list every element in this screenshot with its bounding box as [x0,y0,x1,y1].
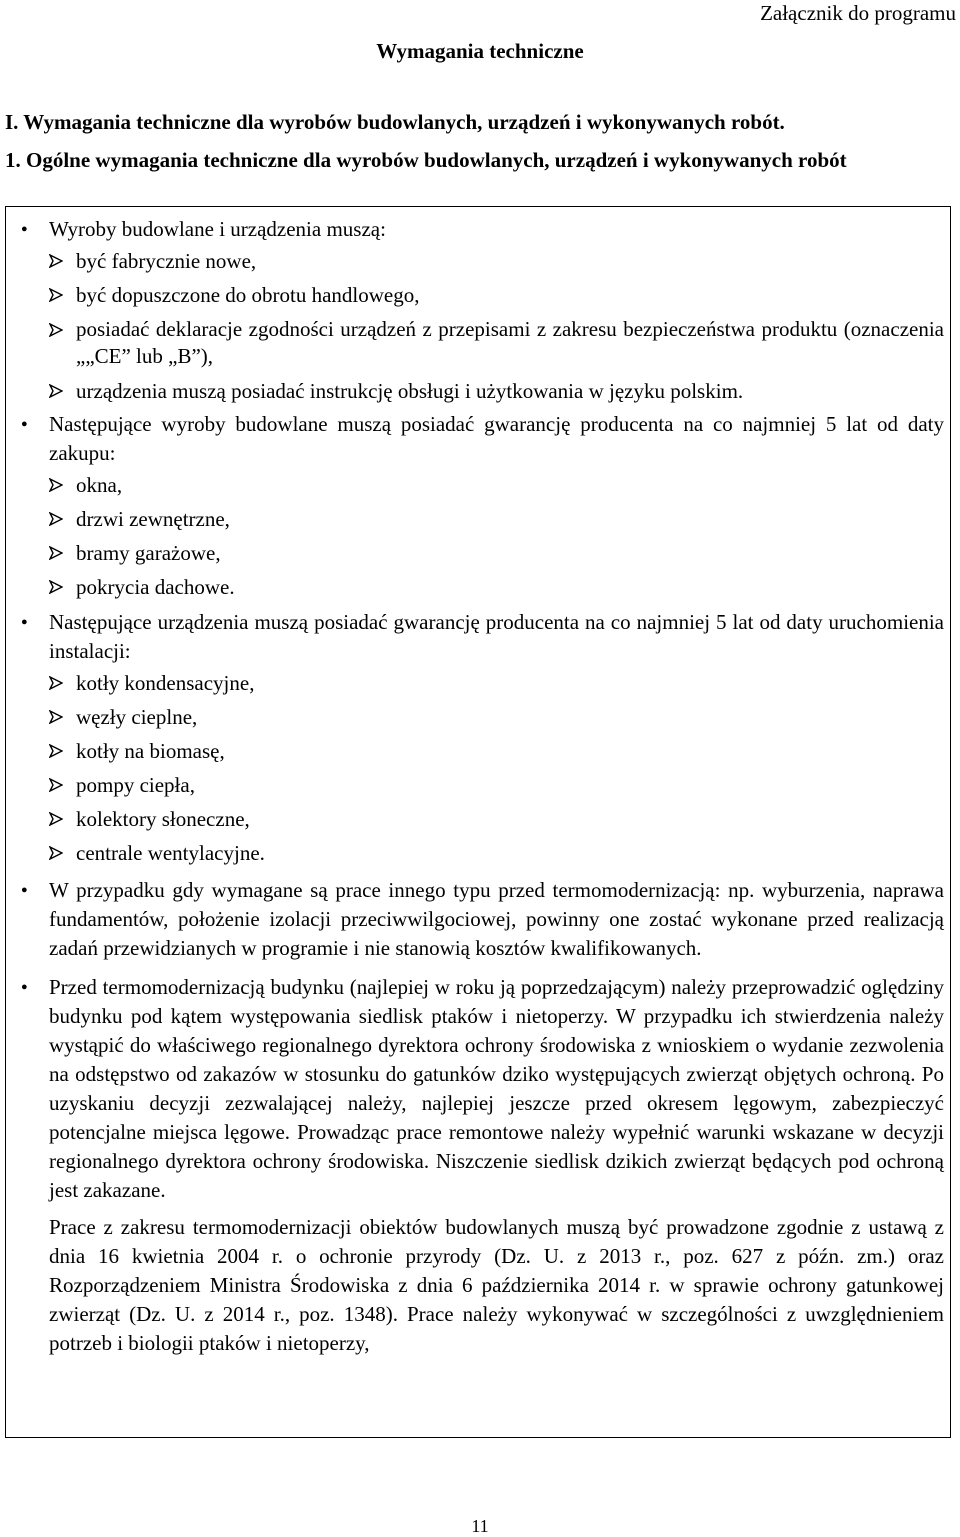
arrow-item [49,278,944,312]
arrowhead-icon [49,676,63,690]
arrow-item-text: pokrycia dachowe. [76,575,235,599]
bullet-item-building-products [6,410,950,604]
section-heading-1: I. Wymagania techniczne dla wyrobów budowlanych, urządzeń i wykonywanych robót. [5,110,785,134]
bullet-text: ● Następujące wyroby budowlane muszą posiadać gwarancję producenta na co najmniej 5 lat od daty zakupu: [49,412,944,465]
bullet-item-devices [6,608,950,870]
bullet-text: ● Następujące urządzenia muszą posiadać gwarancję producenta na co najmniej 5 lat od daty uruchomienia instalacji: [49,610,944,663]
arrowhead-icon [49,744,63,758]
bullet-text: ● W przypadku gdy wymagane są prace innego typu przed termomodernizacją: np. wyburzenia, naprawa fundamentów, położenie izolacji przeciwwilgociowej, powinny one zostać wykonane przed realizacją zadań przewidzianych w programie i nie stanowią kosztów kwalifikowanych. [49,878,944,960]
annex-label: Załącznik do programu [760,1,956,25]
arrow-item-text: być dopuszczone do obrotu handlowego, [76,283,420,307]
bullet-list [6,215,950,1358]
arrowhead-icon [49,323,63,337]
arrowhead-icon [49,254,63,268]
document-title: Wymagania techniczne [376,39,584,63]
arrowhead-icon [49,512,63,526]
arrow-item-text: kotły na biomasę, [76,739,225,763]
arrowhead-icon [49,812,63,826]
arrow-item [49,836,944,870]
arrowhead-icon [49,546,63,560]
arrowhead-icon [49,288,63,302]
arrow-list [49,244,944,408]
arrow-item-text: być fabrycznie nowe, [76,249,257,273]
arrow-item-text: okna, [76,473,123,497]
arrow-item [49,666,944,700]
arrow-item [49,244,944,278]
arrow-item-text: węzły cieplne, [76,705,198,729]
bullet-item-products [6,215,950,408]
arrowhead-icon [49,846,63,860]
arrow-item [49,768,944,802]
arrow-item [49,374,944,408]
requirements-box [5,206,951,1438]
bullet-text: ● Wyroby budowlane i urządzenia muszą: [49,217,386,241]
arrow-item-text: posiadać deklaracje zgodności urządzeń z przepisami z zakresu bezpieczeństwa produktu (oznaczenia „„CE” lub „B”), [76,317,944,368]
wildlife-law-paragraph: Prace z zakresu termomodernizacji obiektów budowlanych muszą być prowadzone zgodnie z ustawą z dnia 16 kwietnia 2004 r. o ochronie przyrody (Dz. U. z 2013 r., poz. 627 z późn. zm.) oraz Rozporządzeniem Ministra Środowiska z dnia 6 października 2014 r. w sprawie ochrony gatunkowej zwierząt (Dz. U. z 2014 r., poz. 1348). Prace należy wykonywać w szczególności z uwzględnieniem potrzeb i biologii ptaków i nietoperzy, [49,1215,944,1355]
arrow-item-text: centrale wentylacyjne. [76,841,265,865]
arrow-item-text: kotły kondensacyjne, [76,671,255,695]
arrow-item [49,316,944,370]
arrow-item [49,570,944,604]
arrow-list [49,666,944,870]
section-heading-2: 1. Ogólne wymagania techniczne dla wyrobów budowlanych, urządzeń i wykonywanych robót [5,148,847,172]
arrow-item-text: bramy garażowe, [76,541,221,565]
arrow-item [49,502,944,536]
arrow-item [49,700,944,734]
arrowhead-icon [49,778,63,792]
arrow-item [49,536,944,570]
arrow-item [49,468,944,502]
arrow-item-text: kolektory słoneczne, [76,807,250,831]
arrow-item-text: drzwi zewnętrzne, [76,507,230,531]
page-number: 11 [471,1516,489,1536]
bullet-text: ● Przed termomodernizacją budynku (najlepiej w roku ją poprzedzającym) należy przeprowadzić oględziny budynku pod kątem występowania siedlisk ptaków i nietoperzy. W przypadku ich stwierdzenia należy wystąpić do właściwego regionalnego dyrektora ochrony środowiska z wnioskiem o wydanie zezwolenia na odstępstwo od zakazów w stosunku do gatunków dziko występujących zwierząt objętych ochroną. Po uzyskaniu decyzji zezwalającej należy, najlepiej jeszcze przed okresem lęgowym, zabezpieczyć potencjalne miejsca lęgowe. Prowadząc prace remontowe należy wypełnić warunki wskazane w decyzji regionalnego dyrektora ochrony środowiska. Niszczenie siedlisk dzikich zwierząt będących pod ochroną jest zakazane. [49,975,944,1202]
arrow-list [49,468,944,604]
bullet-item-other-works [6,876,950,963]
arrowhead-icon [49,710,63,724]
arrow-item-text: urządzenia muszą posiadać instrukcję obsługi i użytkowania w języku polskim. [76,379,744,403]
bullet-item-wildlife [6,973,950,1358]
arrowhead-icon [49,384,63,398]
arrow-item-text: pompy ciepła, [76,773,195,797]
arrowhead-icon [49,478,63,492]
arrow-item [49,802,944,836]
arrow-item [49,734,944,768]
arrowhead-icon [49,580,63,594]
